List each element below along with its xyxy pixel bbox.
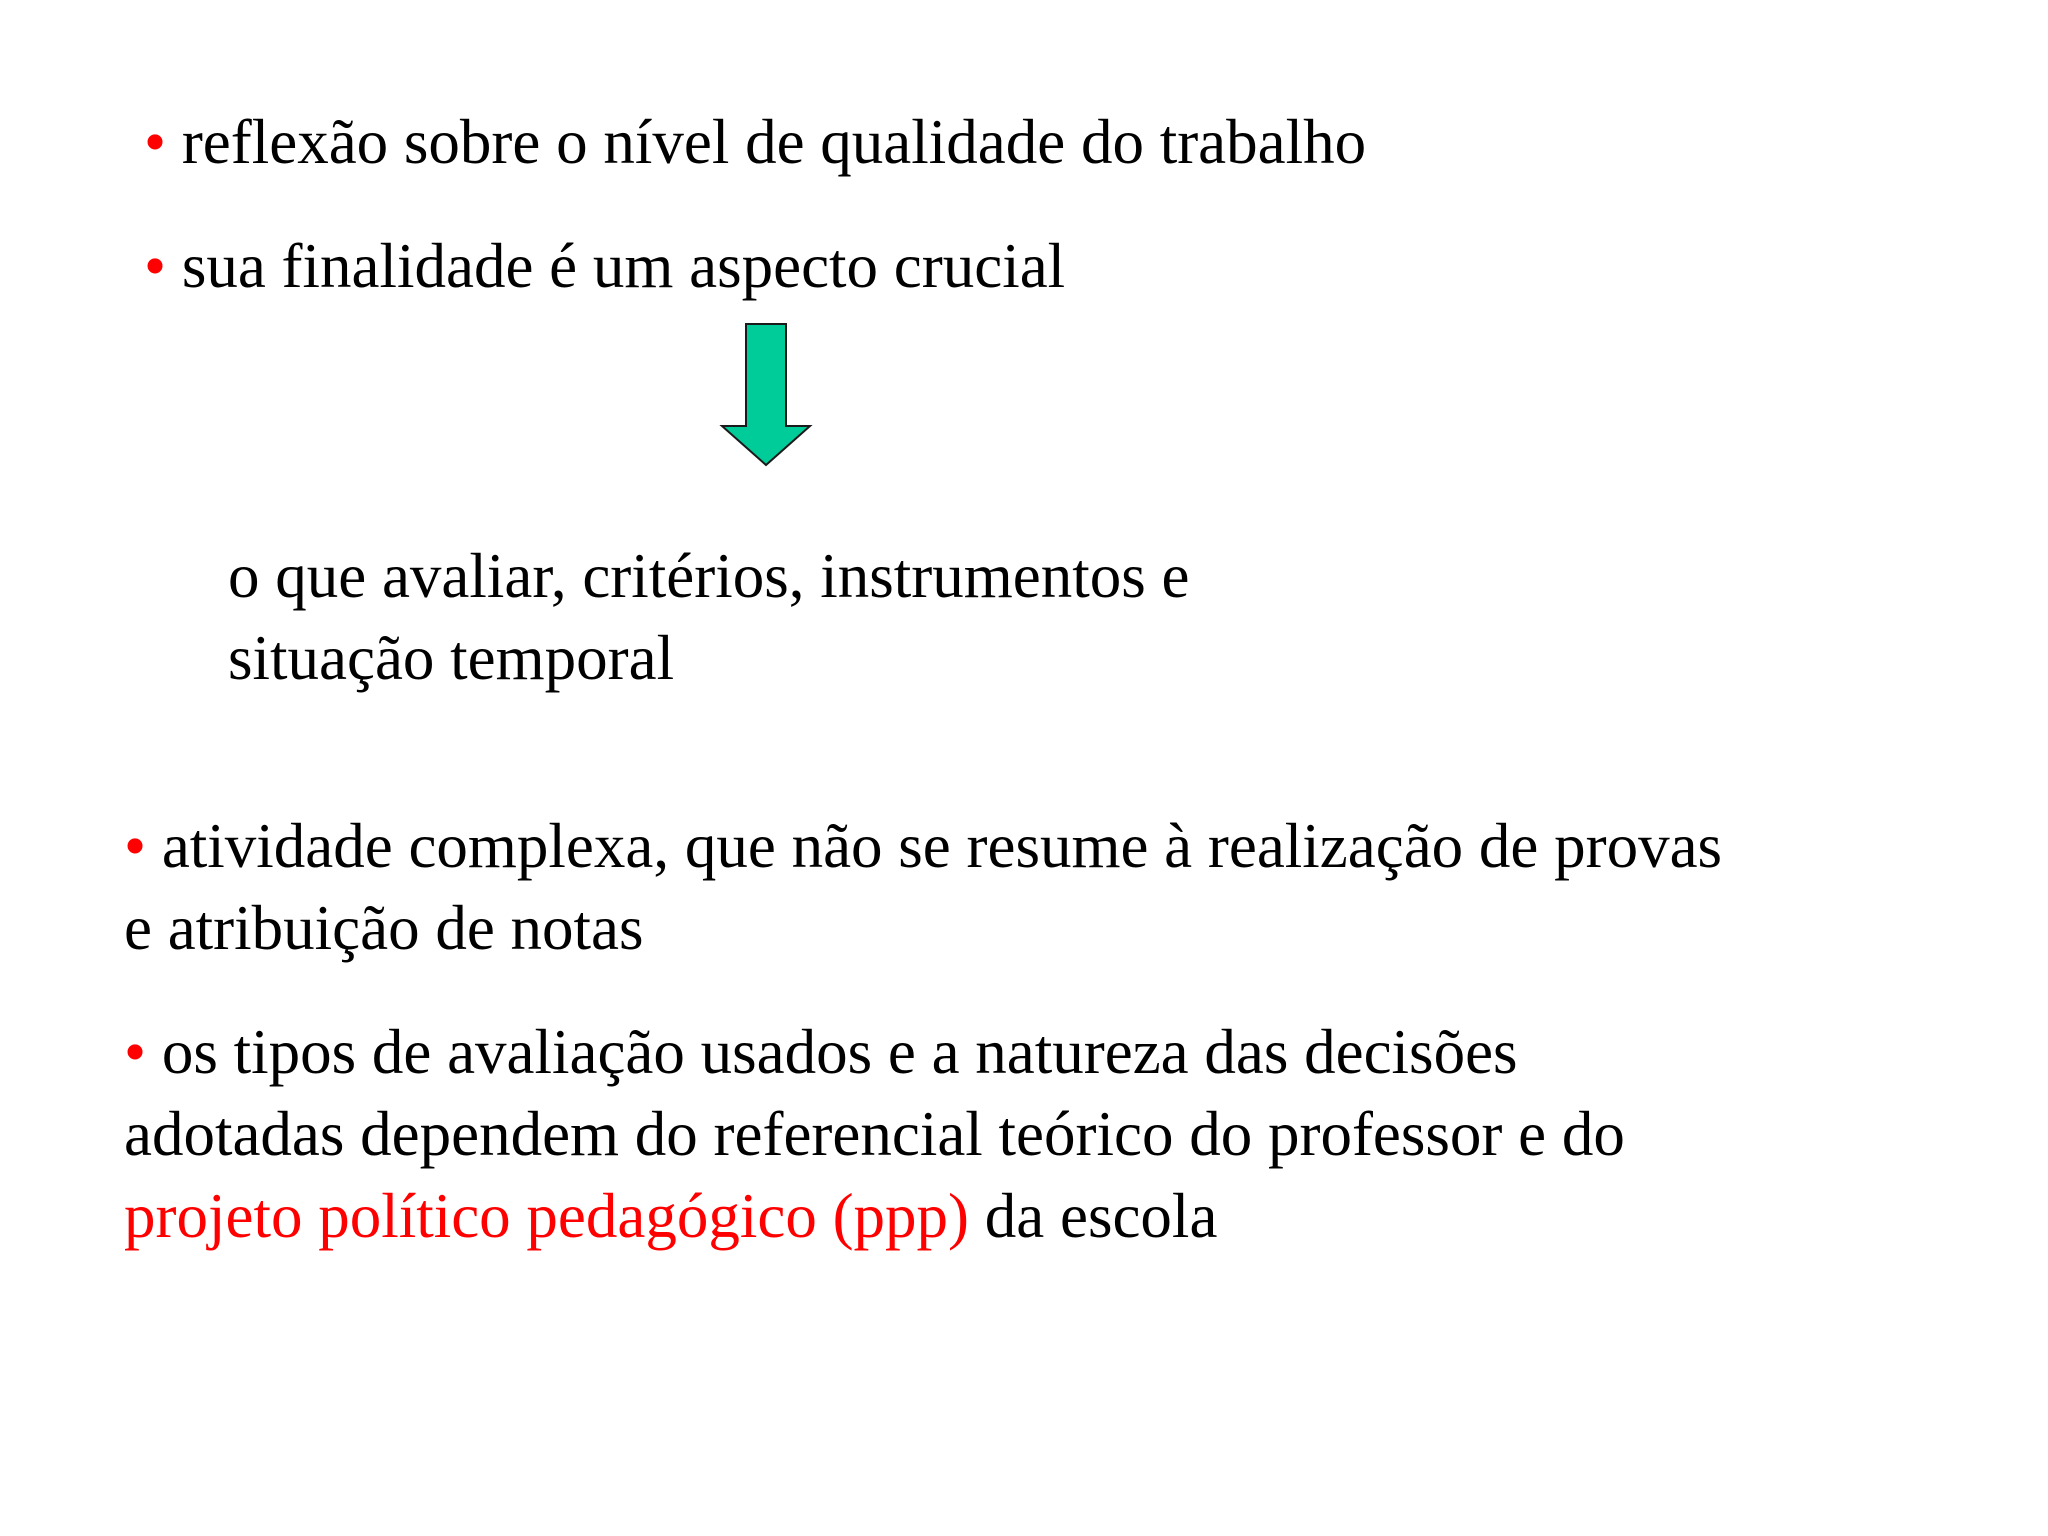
- bullet-item-1: [144, 101, 1366, 183]
- bullet-text: atividade complexa, que não se resume à realização de provas: [161, 811, 1723, 881]
- result-line-1: o que avaliar, critérios, instrumentos e: [228, 541, 1190, 611]
- down-arrow-icon: [718, 322, 814, 468]
- bullet-item-3-line-2: e atribuição de notas: [124, 893, 644, 963]
- bullet-text: sua finalidade é um aspecto crucial: [181, 231, 1066, 301]
- bullet-icon: •: [144, 107, 167, 177]
- bullet-item-4-line-2: adotadas dependem do referencial teórico do professor e do: [124, 1099, 1625, 1169]
- bullet-icon: •: [144, 231, 167, 301]
- bullet-item-3-line-1: [124, 805, 1722, 887]
- bullet-text: os tipos de avaliação usados e a natureza das decisões: [161, 1017, 1518, 1087]
- bullet-item-4-line-1: [124, 1011, 1518, 1093]
- ppp-highlight: projeto político pedagógico (ppp): [124, 1181, 970, 1251]
- bullet-icon: •: [124, 811, 147, 881]
- bullet-item-4-line-3: [124, 1175, 1217, 1257]
- result-line-2: situação temporal: [228, 623, 675, 693]
- bullet-icon: •: [124, 1017, 147, 1087]
- line-rest: da escola: [969, 1181, 1218, 1251]
- bullet-item-2: [144, 225, 1065, 307]
- bullet-text: reflexão sobre o nível de qualidade do trabalho: [181, 107, 1367, 177]
